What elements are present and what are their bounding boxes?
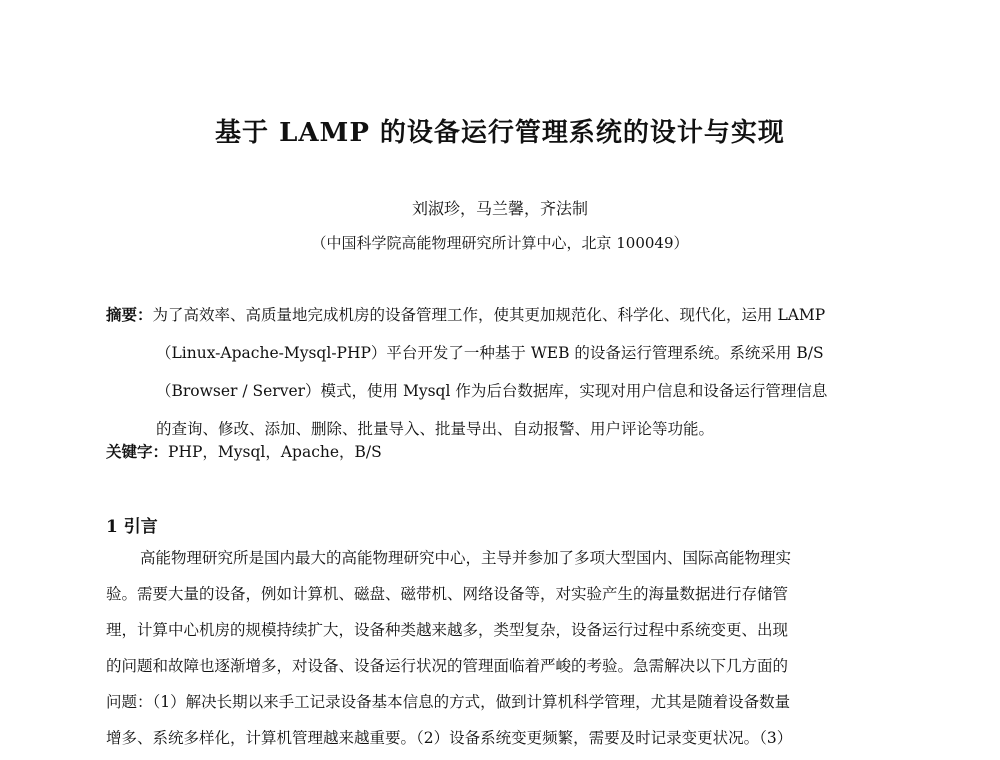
- body-line: 验。需要大量的设备，例如计算机、磁盘、磁带机、网络设备等，对实验产生的海量数据进行存储管: [106, 585, 789, 603]
- body-line: 理，计算中心机房的规模持续扩大，设备种类越来越多，类型复杂，设备运行过程中系统变更、出现: [106, 621, 789, 639]
- paper-authors: 刘淑珍，马兰馨，齐法制: [411, 199, 588, 218]
- body-line: 的问题和故障也逐渐增多，对设备、设备运行状况的管理面临着严峻的考验。急需解决以下几方面的: [106, 657, 789, 675]
- section-heading: 1 引言: [106, 517, 158, 537]
- keywords-label: 关键字：: [106, 442, 169, 461]
- keywords-text: PHP，Mysql，Apache，B/S: [168, 443, 382, 461]
- abstract-line: （Linux-Apache-Mysql-PHP）平台开发了一种基于 WEB 的设备运行管理系统。系统采用 B/S: [156, 344, 824, 362]
- body-line: 增多、系统多样化，计算机管理越来越重要。（2）设备系统变更频繁，需要及时记录变更状况。（3）: [106, 729, 793, 747]
- abstract-line: （Browser / Server）模式，使用 Mysql 作为后台数据库，实现对用户信息和设备运行管理信息: [156, 382, 828, 400]
- section-body: [106, 540, 896, 756]
- abstract-line: 的查询、修改、添加、删除、批量导入、批量导出、自动报警、用户评论等功能。: [156, 420, 715, 438]
- body-line: 问题：（1）解决长期以来手工记录设备基本信息的方式，做到计算机科学管理，尤其是随着设备数量: [106, 693, 791, 711]
- body-line: 高能物理研究所是国内最大的高能物理研究中心，主导并参加了多项大型国内、国际高能物理实: [140, 549, 792, 567]
- abstract-label: 摘要：: [106, 305, 153, 324]
- paper-title: 基于 LAMP 的设备运行管理系统的设计与实现: [215, 118, 785, 148]
- abstract: [106, 296, 896, 448]
- paper-affiliation: （中国科学院高能物理研究所计算中心，北京 100049）: [311, 234, 689, 252]
- keywords: [106, 440, 896, 462]
- abstract-text: 为了高效率、高质量地完成机房的设备管理工作，使其更加规范化、科学化、现代化，运用 LAMP: [152, 306, 826, 324]
- abstract-line: [106, 296, 896, 334]
